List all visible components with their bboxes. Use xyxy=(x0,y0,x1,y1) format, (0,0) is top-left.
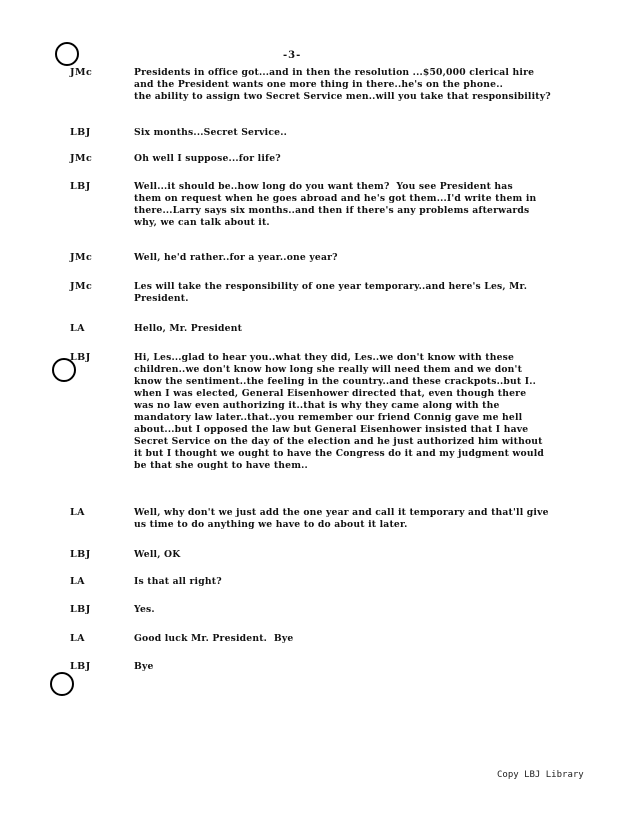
dialogue-text: Is that all right? xyxy=(134,576,222,587)
speaker-label: LBJ xyxy=(70,127,91,138)
dialogue-text: Six months...Secret Service.. xyxy=(134,127,288,138)
speaker-label: LBJ xyxy=(70,181,91,192)
dialogue-text: Good luck Mr. President. Bye xyxy=(134,633,294,644)
dialogue-text: Yes. xyxy=(134,604,155,615)
dialogue-text: Hi, Les...glad to hear you..what they did, Les..we don't know with these children..we don't know how long she really will need them and we don't know the sentiment..the feeling in the country..and these crackpots..but I.. when I was elected, General Eisenhower directed that, even though there was no law even authorizing it..that is why they came along with the mandatory law later..that..you remember our friend Connig gave me hell about...but I opposed the law but General Eisenhower insisted that I have Secret Service on the day of the election and he just authorized him without it but I thought we ought to have the Congress do it and my judgment would be that she ought to have them.. xyxy=(134,352,545,471)
speaker-label: LBJ xyxy=(70,549,91,560)
dialogue-text: Les will take the responsibility of one year temporary..and here's Les, Mr. President. xyxy=(134,281,528,304)
dialogue-text: Well, he'd rather..for a year..one year? xyxy=(134,252,338,263)
speaker-label: JMc xyxy=(70,252,93,263)
speaker-label: JMc xyxy=(70,67,93,78)
speaker-label: LBJ xyxy=(70,352,91,363)
speaker-label: LA xyxy=(70,507,86,518)
dialogue-text: Well...it should be..how long do you want them? You see President has them on request when he goes abroad and he's got them...I'd write them in there...Larry says six months..and then if there's any problems afterwards why, we can talk about it. xyxy=(134,181,537,228)
page-number: -3- xyxy=(283,50,302,61)
dialogue-text: Presidents in office got...and in then the resolution ...$50,000 clerical hire and the President wants one more thing in there..he's on the phone.. the ability to assign two Secret Service men..will you take that responsibility? xyxy=(134,67,551,102)
punch-hole-bottom xyxy=(50,672,74,696)
speaker-label: JMc xyxy=(70,281,93,292)
dialogue-text: Oh well I suppose...for life? xyxy=(134,153,281,164)
speaker-label: LBJ xyxy=(70,661,91,672)
library-footer: Copy LBJ Library xyxy=(497,770,584,780)
speaker-label: LA xyxy=(70,633,86,644)
speaker-label: LA xyxy=(70,576,86,587)
speaker-label: LBJ xyxy=(70,604,91,615)
dialogue-text: Well, OK xyxy=(134,549,181,560)
dialogue-text: Bye xyxy=(134,661,154,672)
punch-hole-top xyxy=(55,42,79,66)
speaker-label: LA xyxy=(70,323,86,334)
dialogue-text: Hello, Mr. President xyxy=(134,323,243,334)
speaker-label: JMc xyxy=(70,153,93,164)
dialogue-text: Well, why don't we just add the one year and call it temporary and that'll give us time to do anything we have to do about it later. xyxy=(134,507,549,530)
